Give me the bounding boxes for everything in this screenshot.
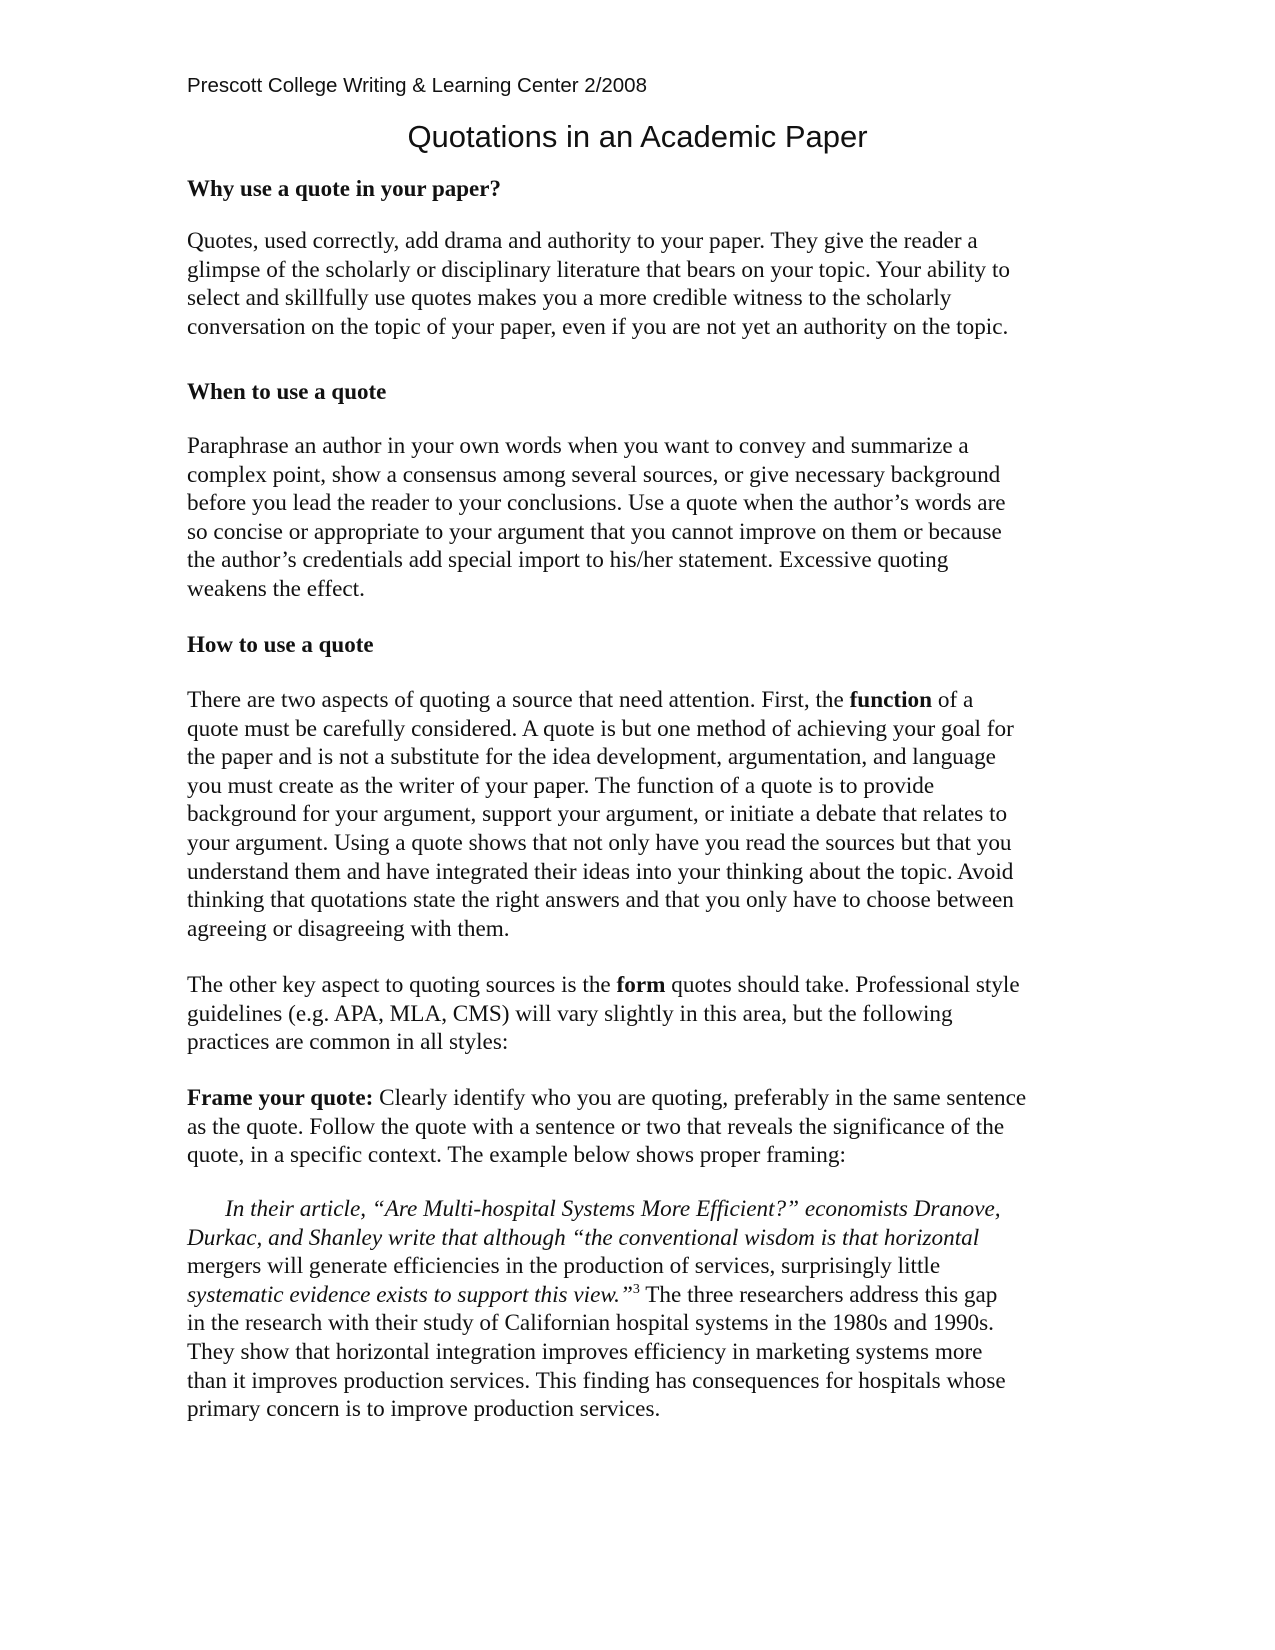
text-line: mergers will generate efficiencies in the production of services, surprisingly little (187, 1253, 941, 1280)
text-line: They show that horizontal integration improves efficiency in marketing systems more (187, 1338, 983, 1365)
paragraph-function (187, 686, 1087, 943)
text-line: quote, in a specific context. The example below shows proper framing: (187, 1142, 846, 1169)
paragraph-why (187, 227, 1087, 341)
text-run: There are two aspects of quoting a source that need attention. First, the (187, 687, 850, 713)
paragraph-when (187, 432, 1087, 604)
italic-quote-text: Durkac, and Shanley write that although “the conventional wisdom is that horizontal (187, 1224, 980, 1251)
text-run: of a (932, 687, 974, 713)
text-line (187, 1084, 1087, 1113)
text-line: you must create as the writer of your paper. The function of a quote is to provide (187, 772, 935, 799)
text-line: conversation on the topic of your paper, even if you are not yet an authority on the topic. (187, 313, 1009, 340)
section-heading-how: How to use a quote (187, 632, 374, 657)
text-line: your argument. Using a quote shows that not only have you read the sources but that you (187, 829, 1012, 856)
text-line: understand them and have integrated their ideas into your thinking about the topic. Avoid (187, 858, 1014, 885)
text-line (187, 971, 1087, 1000)
section-heading-when: When to use a quote (187, 379, 387, 404)
header-text: Prescott College Writing & Learning Center 2/2008 (187, 74, 647, 97)
text-run: quotes should take. Professional style (665, 972, 1020, 998)
text-line: guidelines (e.g. APA, MLA, CMS) will vary slightly in this area, but the following (187, 1000, 953, 1027)
text-run: The other key aspect to quoting sources is the (187, 972, 617, 998)
footnote-marker: 3 (632, 1281, 640, 1297)
text-line: complex point, show a consensus among several sources, or give necessary background (187, 461, 1001, 488)
text-line: agreeing or disagreeing with them. (187, 915, 510, 942)
text-line: Quotes, used correctly, add drama and authority to your paper. They give the reader a (187, 228, 978, 254)
paragraph-form (187, 971, 1087, 1057)
page-title: Quotations in an Academic Paper (407, 119, 868, 154)
bold-term-frame-your-quote: Frame your quote: (187, 1085, 374, 1111)
text-line: as the quote. Follow the quote with a sentence or two that reveals the significance of the (187, 1113, 1005, 1140)
text-line: weakens the effect. (187, 575, 365, 602)
italic-quote-text: systematic evidence exists to support this view.” (187, 1281, 633, 1308)
text-line (187, 1224, 1087, 1253)
italic-quote-text: In their article, “Are Multi-hospital Systems More Efficient?” economists Dranove, (225, 1196, 1001, 1222)
bold-term-function: function (849, 687, 933, 713)
text-line: the paper and is not a substitute for the idea development, argumentation, and language (187, 744, 996, 771)
text-line: quote must be carefully considered. A quote is but one method of achieving your goal for (187, 715, 1014, 742)
section-heading-why: Why use a quote in your paper? (187, 176, 501, 201)
text-line: practices are common in all styles: (187, 1029, 509, 1056)
example-paragraph (187, 1195, 1087, 1424)
text-line (187, 686, 1087, 715)
text-line: so concise or appropriate to your argument that you cannot improve on them or because (187, 518, 1002, 545)
text-line: Paraphrase an author in your own words when you want to convey and summarize a (187, 433, 969, 459)
text-run: The three researchers address this gap (639, 1281, 998, 1308)
paragraph-frame-quote (187, 1084, 1087, 1170)
text-line: background for your argument, support your argument, or initiate a debate that relates to (187, 801, 1008, 828)
text-line (187, 1195, 1087, 1224)
text-line: than it improves production services. This finding has consequences for hospitals whose (187, 1367, 1006, 1394)
text-line: before you lead the reader to your conclusions. Use a quote when the author’s words are (187, 490, 1006, 517)
text-line: in the research with their study of Californian hospital systems in the 1980s and 1990s. (187, 1310, 994, 1337)
bold-term-form: form (616, 972, 666, 998)
text-line: the author’s credentials add special import to his/her statement. Excessive quoting (187, 547, 949, 574)
text-run: Clearly identify who you are quoting, preferably in the same sentence (373, 1085, 1027, 1111)
text-line: select and skillfully use quotes makes you a more credible witness to the scholarly (187, 285, 952, 312)
text-line: thinking that quotations state the right answers and that you only have to choose between (187, 887, 1014, 914)
text-line: glimpse of the scholarly or disciplinary literature that bears on your topic. Your ability to (187, 256, 1010, 283)
text-line: primary concern is to improve production services. (187, 1396, 661, 1423)
text-line (187, 1281, 1087, 1310)
